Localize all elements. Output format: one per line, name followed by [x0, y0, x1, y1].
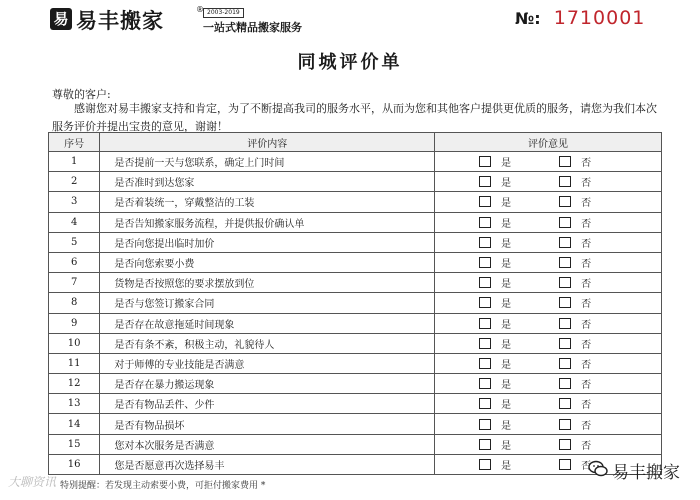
row-item: 是否有物品损坏 — [100, 414, 435, 434]
no-label: 否 — [581, 218, 592, 230]
yes-label: 是 — [501, 460, 512, 472]
yes-checkbox[interactable] — [479, 257, 491, 268]
no-checkbox[interactable] — [559, 439, 571, 450]
no-label: 否 — [581, 460, 592, 472]
yes-checkbox[interactable] — [479, 176, 491, 187]
row-options — [435, 273, 662, 293]
row-options — [435, 172, 662, 192]
row-options — [435, 414, 662, 434]
brand-name: 易丰搬家 — [76, 9, 164, 33]
yes-checkbox[interactable] — [479, 378, 491, 389]
header — [0, 0, 700, 38]
no-label: 否 — [581, 420, 592, 432]
yes-label: 是 — [501, 420, 512, 432]
yes-label: 是 — [501, 359, 512, 371]
yes-checkbox[interactable] — [479, 439, 491, 450]
no-label: 否 — [581, 400, 592, 412]
no-label: 否 — [581, 158, 592, 170]
table-row — [49, 172, 662, 192]
yes-label: 是 — [501, 339, 512, 351]
table-row — [49, 152, 662, 172]
row-number: 10 — [49, 333, 100, 353]
brand-slogan: 一站式精品搬家服务 — [203, 21, 302, 34]
table-row — [49, 333, 662, 353]
row-item: 货物是否按照您的要求摆放到位 — [100, 273, 435, 293]
no-checkbox[interactable] — [559, 378, 571, 389]
wechat-icon — [588, 460, 608, 478]
watermark-right: 易丰搬家 — [612, 463, 680, 483]
no-label: 否 — [581, 238, 592, 250]
table-header-row — [49, 133, 662, 152]
no-checkbox[interactable] — [559, 338, 571, 349]
yes-checkbox[interactable] — [479, 419, 491, 430]
no-label: 否 — [581, 359, 592, 371]
table-row — [49, 252, 662, 272]
yes-label: 是 — [501, 158, 512, 170]
no-label: 否 — [581, 198, 592, 210]
yes-label: 是 — [501, 400, 512, 412]
yes-checkbox[interactable] — [479, 398, 491, 409]
row-number: 16 — [49, 454, 100, 474]
no-checkbox[interactable] — [559, 257, 571, 268]
row-item: 对于师傅的专业技能是否满意 — [100, 353, 435, 373]
no-checkbox[interactable] — [559, 176, 571, 187]
yes-label: 是 — [501, 440, 512, 452]
brand-logo-icon: 易 — [50, 8, 72, 30]
row-item: 是否提前一天与您联系，确定上门时间 — [100, 152, 435, 172]
header-no: 序号 — [49, 133, 100, 152]
no-checkbox[interactable] — [559, 297, 571, 308]
row-item: 是否告知搬家服务流程，并提供报价确认单 — [100, 212, 435, 232]
row-item: 是否有物品丢件、少件 — [100, 394, 435, 414]
yes-checkbox[interactable] — [479, 318, 491, 329]
no-checkbox[interactable] — [559, 237, 571, 248]
row-number: 5 — [49, 232, 100, 252]
row-options — [435, 192, 662, 212]
table-row — [49, 374, 662, 394]
intro-paragraph: 感谢您对易丰搬家支持和肯定，为了不断提高我司的服务水平，从而为您和其他客户提供更优质的服务，请您为我们本次服务评价并提出宝贵的意见，谢谢！ — [52, 102, 657, 133]
row-options — [435, 212, 662, 232]
no-label: 否 — [581, 279, 592, 291]
no-label: 否 — [581, 339, 592, 351]
table-row — [49, 273, 662, 293]
yes-checkbox[interactable] — [479, 459, 491, 470]
table-row — [49, 212, 662, 232]
header-opinion: 评价意见 — [435, 133, 662, 152]
table-row — [49, 293, 662, 313]
yes-checkbox[interactable] — [479, 277, 491, 288]
table-row — [49, 454, 662, 474]
no-label: 否 — [581, 259, 592, 271]
row-item: 是否向您提出临时加价 — [100, 232, 435, 252]
brand-years: 2003-2019 — [203, 8, 244, 18]
no-checkbox[interactable] — [559, 196, 571, 207]
table-row — [49, 353, 662, 373]
yes-checkbox[interactable] — [479, 217, 491, 228]
row-number: 12 — [49, 374, 100, 394]
row-item: 是否向您索要小费 — [100, 252, 435, 272]
row-number: 15 — [49, 434, 100, 454]
yes-checkbox[interactable] — [479, 297, 491, 308]
yes-label: 是 — [501, 198, 512, 210]
no-label: 否 — [581, 299, 592, 311]
row-options — [435, 232, 662, 252]
row-number: 2 — [49, 172, 100, 192]
no-label: 否 — [581, 440, 592, 452]
no-checkbox[interactable] — [559, 459, 571, 470]
header-item: 评价内容 — [100, 133, 435, 152]
table-row — [49, 394, 662, 414]
row-number: 9 — [49, 313, 100, 333]
row-options — [435, 374, 662, 394]
no-checkbox[interactable] — [559, 358, 571, 369]
no-checkbox[interactable] — [559, 217, 571, 228]
watermark-left: 大聊资讯 — [8, 475, 57, 489]
table-row — [49, 434, 662, 454]
row-number: 3 — [49, 192, 100, 212]
no-checkbox[interactable] — [559, 277, 571, 288]
row-item: 是否有条不紊，积极主动，礼貌待人 — [100, 333, 435, 353]
table-row — [49, 414, 662, 434]
footer-note: 特别提醒：若发现主动索要小费，可拒付搬家费用 * — [60, 481, 266, 491]
row-options — [435, 434, 662, 454]
table-row — [49, 232, 662, 252]
table-row — [49, 313, 662, 333]
no-checkbox[interactable] — [559, 156, 571, 167]
row-item: 是否着装统一，穿戴整洁的工装 — [100, 192, 435, 212]
yes-label: 是 — [501, 238, 512, 250]
row-item: 您是否愿意再次选择易丰 — [100, 454, 435, 474]
serial-number: 1710001 — [553, 7, 646, 29]
row-item: 是否准时到达您家 — [100, 172, 435, 192]
no-checkbox[interactable] — [559, 318, 571, 329]
yes-label: 是 — [501, 319, 512, 331]
row-options — [435, 333, 662, 353]
row-number: 8 — [49, 293, 100, 313]
row-options — [435, 313, 662, 333]
no-checkbox[interactable] — [559, 398, 571, 409]
registered-mark: ® — [196, 5, 204, 14]
evaluation-table — [48, 132, 662, 475]
yes-checkbox[interactable] — [479, 156, 491, 167]
row-number: 7 — [49, 273, 100, 293]
row-item: 是否存在故意拖延时间现象 — [100, 313, 435, 333]
row-number: 6 — [49, 252, 100, 272]
no-label: 否 — [581, 380, 592, 392]
serial-label: №: — [515, 9, 541, 28]
yes-checkbox[interactable] — [479, 196, 491, 207]
yes-label: 是 — [501, 218, 512, 230]
yes-label: 是 — [501, 299, 512, 311]
row-number: 14 — [49, 414, 100, 434]
yes-label: 是 — [501, 279, 512, 291]
yes-label: 是 — [501, 178, 512, 190]
document-title: 同城评价单 — [297, 52, 403, 73]
yes-checkbox[interactable] — [479, 358, 491, 369]
row-number: 13 — [49, 394, 100, 414]
row-item: 是否与您签订搬家合同 — [100, 293, 435, 313]
table-body — [49, 152, 662, 475]
row-item: 是否存在暴力搬运现象 — [100, 374, 435, 394]
greeting: 尊敬的客户: — [52, 88, 111, 101]
yes-label: 是 — [501, 259, 512, 271]
no-checkbox[interactable] — [559, 419, 571, 430]
row-options — [435, 152, 662, 172]
row-options — [435, 394, 662, 414]
no-label: 否 — [581, 319, 592, 331]
row-options — [435, 353, 662, 373]
row-number: 4 — [49, 212, 100, 232]
table-row — [49, 192, 662, 212]
row-number: 1 — [49, 152, 100, 172]
row-number: 11 — [49, 353, 100, 373]
yes-checkbox[interactable] — [479, 237, 491, 248]
yes-checkbox[interactable] — [479, 338, 491, 349]
row-options — [435, 252, 662, 272]
serial-number-block — [515, 7, 645, 29]
row-item: 您对本次服务是否满意 — [100, 434, 435, 454]
row-options — [435, 293, 662, 313]
no-label: 否 — [581, 178, 592, 190]
yes-label: 是 — [501, 380, 512, 392]
